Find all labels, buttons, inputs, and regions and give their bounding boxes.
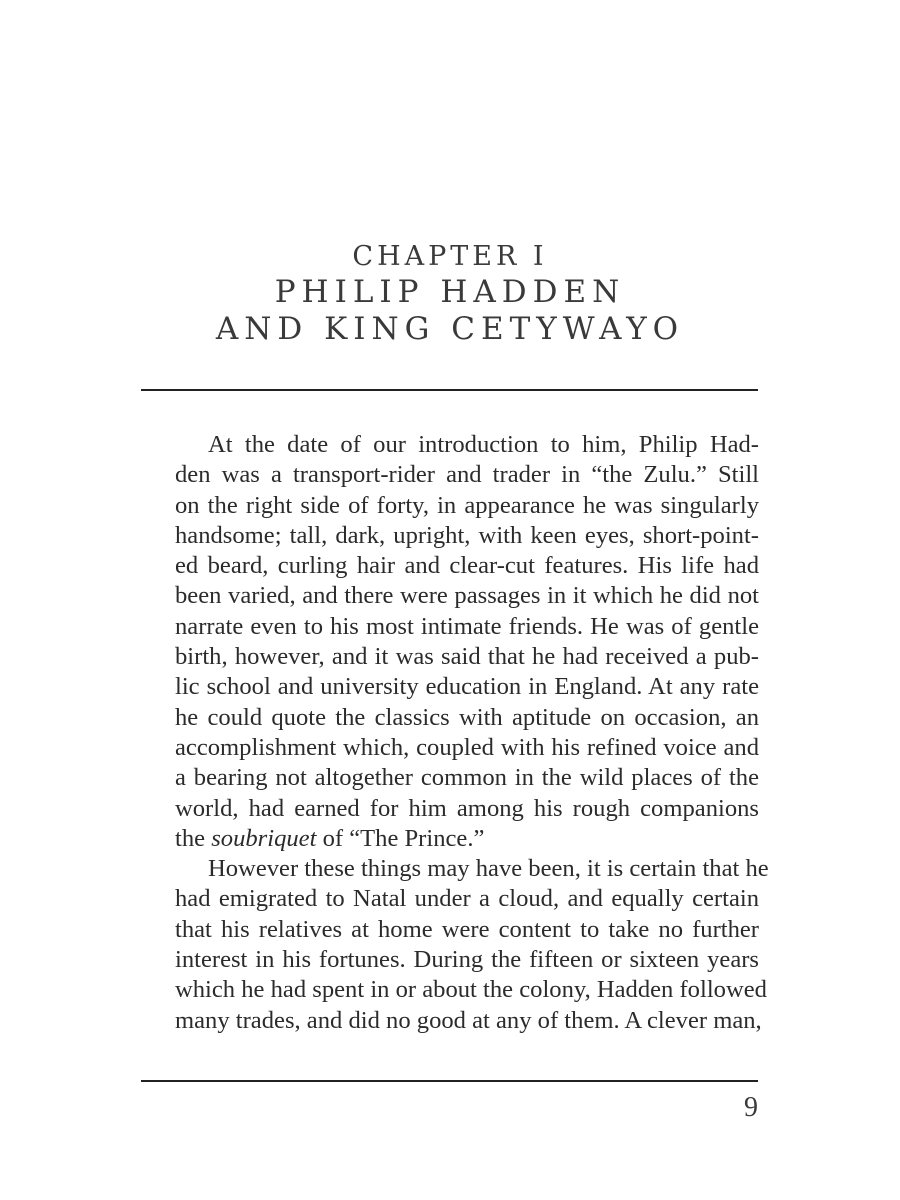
text-line: which he had spent in or about the colony, Hadden followed [175, 976, 767, 1004]
chapter-label: CHAPTER I [352, 241, 548, 272]
text-fragment: of “The Prince.” [316, 824, 485, 852]
text-line: accomplishment which, coupled with his refined voice and [175, 733, 759, 761]
text-line: on the right side of forty, in appearance he was singularly [175, 491, 759, 519]
text-line: been varied, and there were passages in it which he did not [175, 582, 759, 610]
text-line: that his relatives at home were content to take no further [175, 915, 759, 943]
italic-word: soubriquet [211, 824, 317, 852]
paragraph-2 [143, 854, 769, 1036]
chapter-title-line-1: PHILIP HADDEN [274, 274, 626, 310]
text-line: had emigrated to Natal under a cloud, and equally certain [175, 885, 759, 913]
text-line: At the date of our introduction to him, Philip Had- [208, 431, 759, 458]
text-line: interest in his fortunes. During the fifteen or sixteen years [175, 946, 759, 974]
page-number: 9 [744, 1092, 758, 1123]
text-line: birth, however, and it was said that he had received a pub- [175, 643, 759, 671]
chapter-heading [0, 240, 900, 348]
text-line: den was a transport-rider and trader in “the Zulu.” Still [175, 461, 759, 489]
top-rule [141, 389, 758, 391]
text-line: a bearing not altogether common in the wild places of the [175, 764, 759, 792]
chapter-title-line-2: AND KING CETYWAYO [215, 311, 685, 347]
text-fragment: the [175, 824, 212, 852]
text-line: ed beard, curling hair and clear-cut features. His life had [175, 552, 759, 580]
text-line: many trades, and did no good at any of them. A clever man, [175, 1006, 762, 1034]
text-line: narrate even to his most intimate friends. He was of gentle [175, 612, 759, 640]
text-line: he could quote the classics with aptitude on occasion, an [175, 703, 759, 731]
body-text [143, 430, 769, 1036]
text-line: handsome; tall, dark, upright, with keen eyes, short-point- [175, 521, 759, 549]
bottom-rule [141, 1080, 758, 1082]
text-line: However these things may have been, it is certain that he [208, 855, 769, 883]
text-line-last [143, 824, 759, 854]
paragraph-1 [143, 430, 759, 854]
text-line: world, had earned for him among his rough companions [175, 794, 759, 822]
text-line: lic school and university education in England. At any rate [175, 673, 759, 701]
